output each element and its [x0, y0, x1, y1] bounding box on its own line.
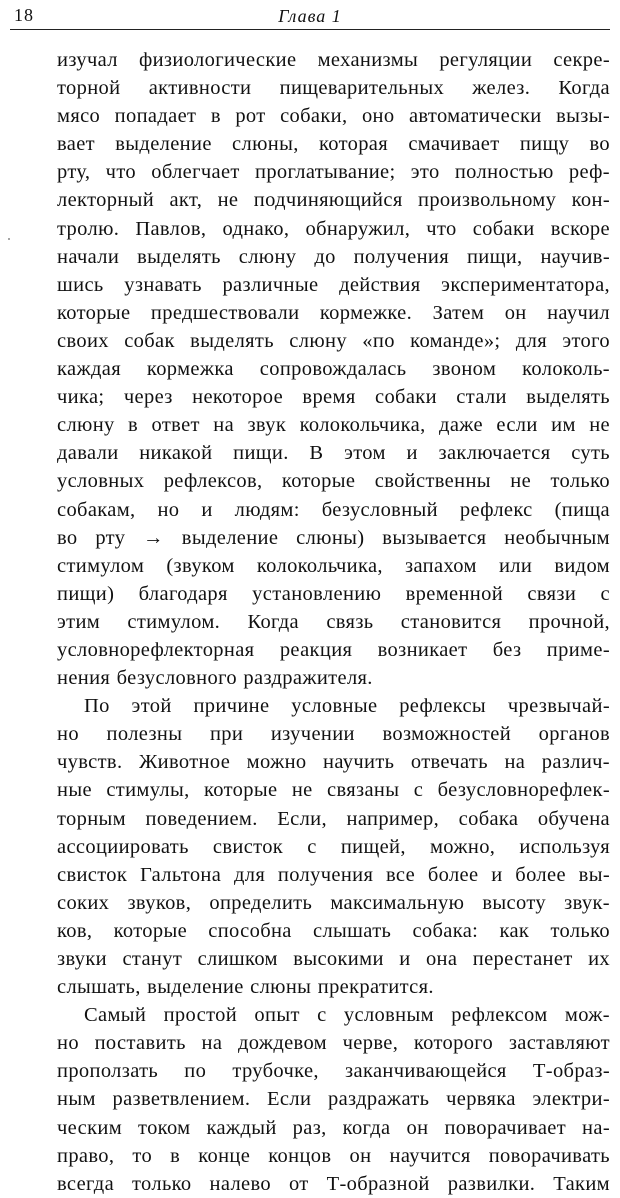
- text-line: условнорефлекторная реакция возникает без приме-: [57, 638, 610, 661]
- text-line: всегда только налево от Т-образной развилки. Таким: [57, 1172, 610, 1195]
- text-line: право, то в конце концов он научится поворачивать: [57, 1144, 610, 1167]
- text-line: свисток Гальтона для получения все более и более вы-: [57, 863, 610, 886]
- text-line: ные стимулы, которые не связаны с безусловнорефлек-: [57, 779, 610, 802]
- text-line: ков, которые способна слышать собака: как только: [57, 919, 610, 942]
- text-line: торной активности пищеварительных желез. Когда: [57, 77, 610, 100]
- page-number: 18: [14, 5, 34, 25]
- text-line: По этой причине условные рефлексы чрезвычай-: [84, 695, 610, 718]
- text-line: тролю. Павлов, однако, обнаружил, что собаки вскоре: [57, 217, 610, 240]
- text-line: проползать по трубочке, заканчивающейся Т-образ-: [57, 1060, 610, 1083]
- text-line: изучал физиологические механизмы регуляции секре-: [57, 49, 610, 71]
- text-line: лекторный акт, не подчиняющийся произвольному кон-: [57, 189, 610, 212]
- text-line: чика; через некоторое время собаки стали выделять: [57, 386, 610, 409]
- text-line: этим стимулом. Когда связь становится прочной,: [57, 610, 610, 633]
- text-line: ным разветвлением. Если раздражать червяка электри-: [57, 1088, 610, 1111]
- text-line: вает выделение слюны, которая смачивает пищу во: [57, 133, 610, 156]
- scan-speck: [8, 238, 10, 240]
- text-line: собакам, но и людям: безусловный рефлекс (пища: [57, 498, 610, 521]
- paragraph-1: [57, 46, 610, 692]
- running-head: Глава 1: [278, 6, 342, 26]
- text-line: нения безусловного раздражителя.: [57, 667, 373, 690]
- text-line: которые предшествовали кормежке. Затем он научил: [57, 301, 610, 324]
- text-line: во рту → выделение слюны) вызывается необычным: [57, 526, 610, 549]
- text-line: стимулом (звуком колокольчика, запахом или видом: [57, 554, 610, 577]
- text-line: чувств. Животное можно научить отвечать на различ-: [57, 751, 610, 774]
- paragraph-2: [57, 692, 610, 1001]
- text-line: но поставить на дождевом черве, которого заставляют: [57, 1032, 610, 1055]
- text-line: слышать, выделение слюны прекратится.: [57, 976, 434, 999]
- text-line: Самый простой опыт с условным рефлексом мож-: [84, 1004, 610, 1027]
- text-line: но полезны при изучении возможностей органов: [57, 723, 610, 746]
- text-line: начали выделять слюну до получения пищи, научив-: [57, 245, 610, 268]
- text-line: слюну в ответ на звук колокольчика, даже если им не: [57, 414, 610, 437]
- text-line: соких звуков, определить максимальную высоту звук-: [57, 891, 610, 914]
- text-line: пищи) благодаря установлению временной связи с: [57, 582, 610, 605]
- text-line: ческим током каждый раз, когда он поворачивает на-: [57, 1116, 610, 1139]
- text-line: звуки станут слишком высокими и она перестанет их: [57, 948, 610, 970]
- body-text: [57, 46, 610, 1198]
- text-line: каждая кормежка сопровождалась звоном колоколь-: [57, 358, 610, 381]
- page-header: [10, 3, 610, 30]
- paragraph-3: [57, 1001, 610, 1198]
- text-line: своих собак выделять слюну «по команде»; для этого: [57, 329, 610, 352]
- text-line: ассоциировать свисток с пищей, можно, используя: [57, 835, 610, 858]
- text-line: рту, что облегчает проглатывание; это полностью реф-: [57, 161, 610, 184]
- text-line: давали никакой пищи. В этом и заключается суть: [57, 442, 610, 465]
- text-line: мясо попадает в рот собаки, оно автоматически вызы-: [57, 105, 610, 128]
- text-line: условных рефлексов, которые свойственны не только: [57, 470, 610, 493]
- text-line: шись узнавать различные действия экспериментатора,: [57, 273, 610, 296]
- text-line: торным поведением. Если, например, собака обучена: [57, 807, 610, 830]
